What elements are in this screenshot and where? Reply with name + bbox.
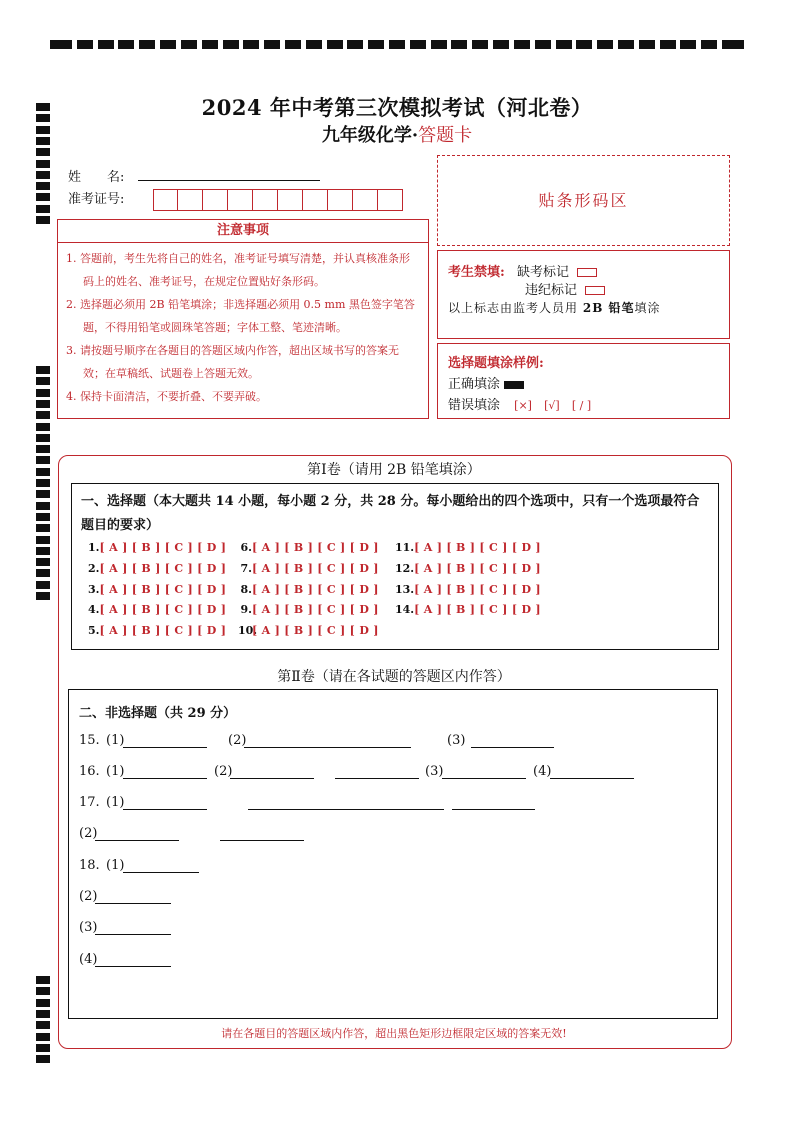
side-timing-mark	[36, 976, 50, 984]
q15-part3-blank[interactable]	[471, 747, 554, 748]
wrong-mark-1: [×]	[514, 399, 532, 412]
q18-part1-label: (1)	[106, 858, 125, 873]
side-timing-mark	[36, 366, 50, 374]
subtitle-main: 九年级化学·	[321, 125, 419, 146]
q16-part2-blank-b[interactable]	[335, 778, 419, 779]
sample-title: 选择题填涂样例:	[448, 356, 544, 371]
forbidden-note-bold: 2B 铅笔	[582, 301, 635, 315]
footer-warning: 请在各题目的答题区域内作答，超出黑色矩形边框限定区域的答案无效!	[221, 1027, 567, 1040]
side-timing-mark	[36, 502, 50, 510]
barcode-area	[437, 155, 730, 246]
q16-part1-blank[interactable]	[123, 778, 207, 779]
q17-part2-blank-b[interactable]	[220, 840, 304, 841]
forbidden-note-suffix: 填涂	[634, 301, 661, 315]
choice-row[interactable]: 14.[ A ] [ B ] [ C ] [ D ]	[395, 603, 541, 617]
q18-part4-label: (4)	[79, 952, 98, 967]
choice-row[interactable]: 6.[ A ] [ B ] [ C ] [ D ]	[240, 541, 379, 554]
side-timing-mark	[36, 592, 50, 600]
choice-row[interactable]: 11.[ A ] [ B ] [ C ] [ D ]	[395, 541, 541, 554]
side-timing-mark	[36, 1044, 50, 1052]
side-timing-mark	[36, 1055, 50, 1063]
q15-part1-label: (1)	[106, 733, 125, 748]
side-timing-mark	[36, 490, 50, 498]
q15-part3-label: (3)	[447, 733, 466, 748]
q18-part4-blank[interactable]	[95, 966, 171, 967]
side-timing-mark	[36, 468, 50, 476]
part2-title: 第Ⅱ卷（请在各试题的答题区内作答）	[277, 669, 511, 685]
q15-part2-label: (2)	[228, 733, 247, 748]
side-timing-mark	[36, 536, 50, 544]
choice-row[interactable]: 9.[ A ] [ B ] [ C ] [ D ]	[240, 603, 379, 617]
id-box[interactable]	[278, 189, 303, 211]
side-timing-mark	[36, 171, 50, 179]
subtitle-red: 答题卡	[418, 125, 473, 146]
examinee-forbidden-box	[437, 250, 730, 339]
q16-part4-label: (4)	[533, 764, 552, 779]
side-timing-mark	[36, 569, 50, 577]
choice-row[interactable]: 2.[ A ] [ B ] [ C ] [ D ]	[88, 561, 227, 575]
notice-item: 4. 保持卡面清洁，不要折叠、不要弄破。	[66, 390, 267, 403]
side-timing-mark	[36, 456, 50, 464]
side-timing-mark	[36, 513, 50, 521]
side-timing-mark	[36, 445, 50, 453]
q17-part1-label: (1)	[106, 795, 125, 810]
barcode-label: 贴条形码区	[538, 191, 629, 210]
free-response-heading: 二、非选择题（共 29 分）	[79, 706, 237, 721]
forbidden-note-prefix: 以上标志由监考人员用	[448, 301, 579, 315]
side-timing-mark	[36, 999, 50, 1007]
absent-mark[interactable]	[577, 268, 597, 277]
choice-column-3	[395, 538, 541, 621]
side-timing-mark	[36, 160, 50, 168]
choice-row[interactable]: 4.[ A ] [ B ] [ C ] [ D ]	[88, 603, 227, 617]
side-timing-mark	[36, 1021, 50, 1029]
q16-part3-label: (3)	[425, 764, 444, 779]
side-timing-mark	[36, 524, 50, 532]
fill-sample-box	[437, 343, 730, 419]
q16-part3-blank[interactable]	[442, 778, 526, 779]
q17-part1-blank-b[interactable]	[248, 809, 444, 810]
q16-part4-blank[interactable]	[550, 778, 634, 779]
choice-row[interactable]: 1.[ A ] [ B ] [ C ] [ D ]	[88, 541, 227, 554]
id-box[interactable]	[153, 189, 178, 211]
violation-mark[interactable]	[585, 286, 605, 295]
top-timing-marks	[50, 38, 744, 50]
q15-part1-blank[interactable]	[123, 747, 207, 748]
side-timing-mark	[36, 148, 50, 156]
choice-row[interactable]: 13.[ A ] [ B ] [ C ] [ D ]	[395, 582, 541, 596]
id-box[interactable]	[203, 189, 228, 211]
id-box[interactable]	[228, 189, 253, 211]
q17-part2-blank[interactable]	[95, 840, 179, 841]
page-title: 2024 年中考第三次模拟考试（河北卷）	[201, 95, 593, 120]
side-timing-mark	[36, 987, 50, 995]
q18-part2-label: (2)	[79, 889, 98, 904]
q18-part2-blank[interactable]	[95, 903, 171, 904]
part1-title: 第Ⅰ卷（请用 2B 铅笔填涂）	[307, 462, 481, 478]
notice-item: 2. 选择题必须用 2B 铅笔填涂；非选择题必须用 0.5 mm 黑色签字笔答题，不得用铅笔或圆珠笔答题；字体工整、笔迹清晰。	[66, 298, 415, 334]
notice-item: 3. 请按题号顺序在各题目的答题区域内作答，超出区域书写的答案无效；在草稿纸、试题卷上答题无效。	[66, 344, 399, 380]
choice-row[interactable]: 12.[ A ] [ B ] [ C ] [ D ]	[395, 561, 541, 575]
id-box[interactable]	[253, 189, 278, 211]
q16-part2-blank-a[interactable]	[230, 778, 314, 779]
q18-part3-label: (3)	[79, 920, 98, 935]
name-label: 姓 名:	[68, 170, 125, 185]
side-timing-mark	[36, 205, 50, 213]
side-timing-mark	[36, 182, 50, 190]
side-timing-mark	[36, 434, 50, 442]
side-timing-mark	[36, 1033, 50, 1041]
correct-fill-mark	[504, 381, 524, 389]
side-timing-mark	[36, 377, 50, 385]
q15-number: 15.	[79, 733, 100, 748]
side-timing-mark	[36, 411, 50, 419]
wrong-mark-3: [ / ]	[571, 399, 592, 412]
notice-box	[57, 219, 429, 419]
q17-part1-blank-c[interactable]	[452, 809, 535, 810]
notice-list	[58, 243, 428, 408]
page-subtitle	[0, 121, 794, 147]
id-number-boxes[interactable]	[153, 189, 403, 211]
side-timing-mark	[36, 558, 50, 566]
side-timing-mark	[36, 581, 50, 589]
choice-column-1	[88, 538, 226, 642]
q17-part2-label: (2)	[79, 826, 98, 841]
notice-item: 1. 答题前，考生先将自己的姓名，准考证号填写清楚，并认真核准条形码上的姓名、准考证号，在规定位置贴好条形码。	[66, 252, 410, 288]
side-timing-mark	[36, 216, 50, 224]
side-timing-mark	[36, 389, 50, 397]
free-response-section	[68, 689, 718, 1019]
id-box[interactable]	[328, 189, 353, 211]
id-box[interactable]	[378, 189, 403, 211]
choice-row[interactable]: 3.[ A ] [ B ] [ C ] [ D ]	[88, 582, 227, 596]
q18-part1-blank[interactable]	[123, 872, 199, 873]
absent-label: 缺考标记	[516, 265, 569, 280]
violation-label: 违纪标记	[525, 283, 578, 298]
q17-number: 17.	[79, 795, 100, 810]
wrong-mark-2: [√]	[544, 399, 560, 412]
side-timing-mark	[36, 193, 50, 201]
q16-part2-label: (2)	[214, 764, 233, 779]
correct-fill-label: 正确填涂	[448, 377, 501, 392]
side-timing-mark	[36, 547, 50, 555]
q15-part2-blank[interactable]	[244, 747, 411, 748]
notice-title: 注意事项	[58, 220, 428, 243]
q18-part3-blank[interactable]	[95, 934, 171, 935]
name-field[interactable]	[138, 180, 320, 181]
forbidden-title: 考生禁填:	[448, 265, 505, 280]
id-box[interactable]	[303, 189, 328, 211]
id-box[interactable]	[353, 189, 378, 211]
choice-row[interactable]: 5.[ A ] [ B ] [ C ] [ D ]	[88, 624, 227, 638]
wrong-fill-label: 错误填涂	[448, 398, 501, 413]
q16-number: 16.	[79, 764, 100, 779]
side-timing-mark	[36, 1010, 50, 1018]
q16-part1-label: (1)	[106, 764, 125, 779]
choice-row[interactable]: 8.[ A ] [ B ] [ C ] [ D ]	[240, 582, 379, 596]
choice-row[interactable]: 7.[ A ] [ B ] [ C ] [ D ]	[240, 561, 379, 575]
choice-row[interactable]: 10.[ A ] [ B ] [ C ] [ D ]	[238, 624, 379, 638]
id-label: 准考证号:	[68, 192, 125, 207]
choice-column-2	[238, 538, 379, 642]
q17-part1-blank[interactable]	[123, 809, 207, 810]
side-timing-mark	[36, 400, 50, 408]
side-timing-mark	[36, 479, 50, 487]
choice-heading: 一、选择题（本大题共 14 小题，每小题 2 分，共 28 分。每小题给出的四个选项中，只有一个选项最符合题目的要求）	[81, 494, 700, 533]
id-box[interactable]	[178, 189, 203, 211]
q18-number: 18.	[79, 858, 100, 873]
side-timing-mark	[36, 423, 50, 431]
